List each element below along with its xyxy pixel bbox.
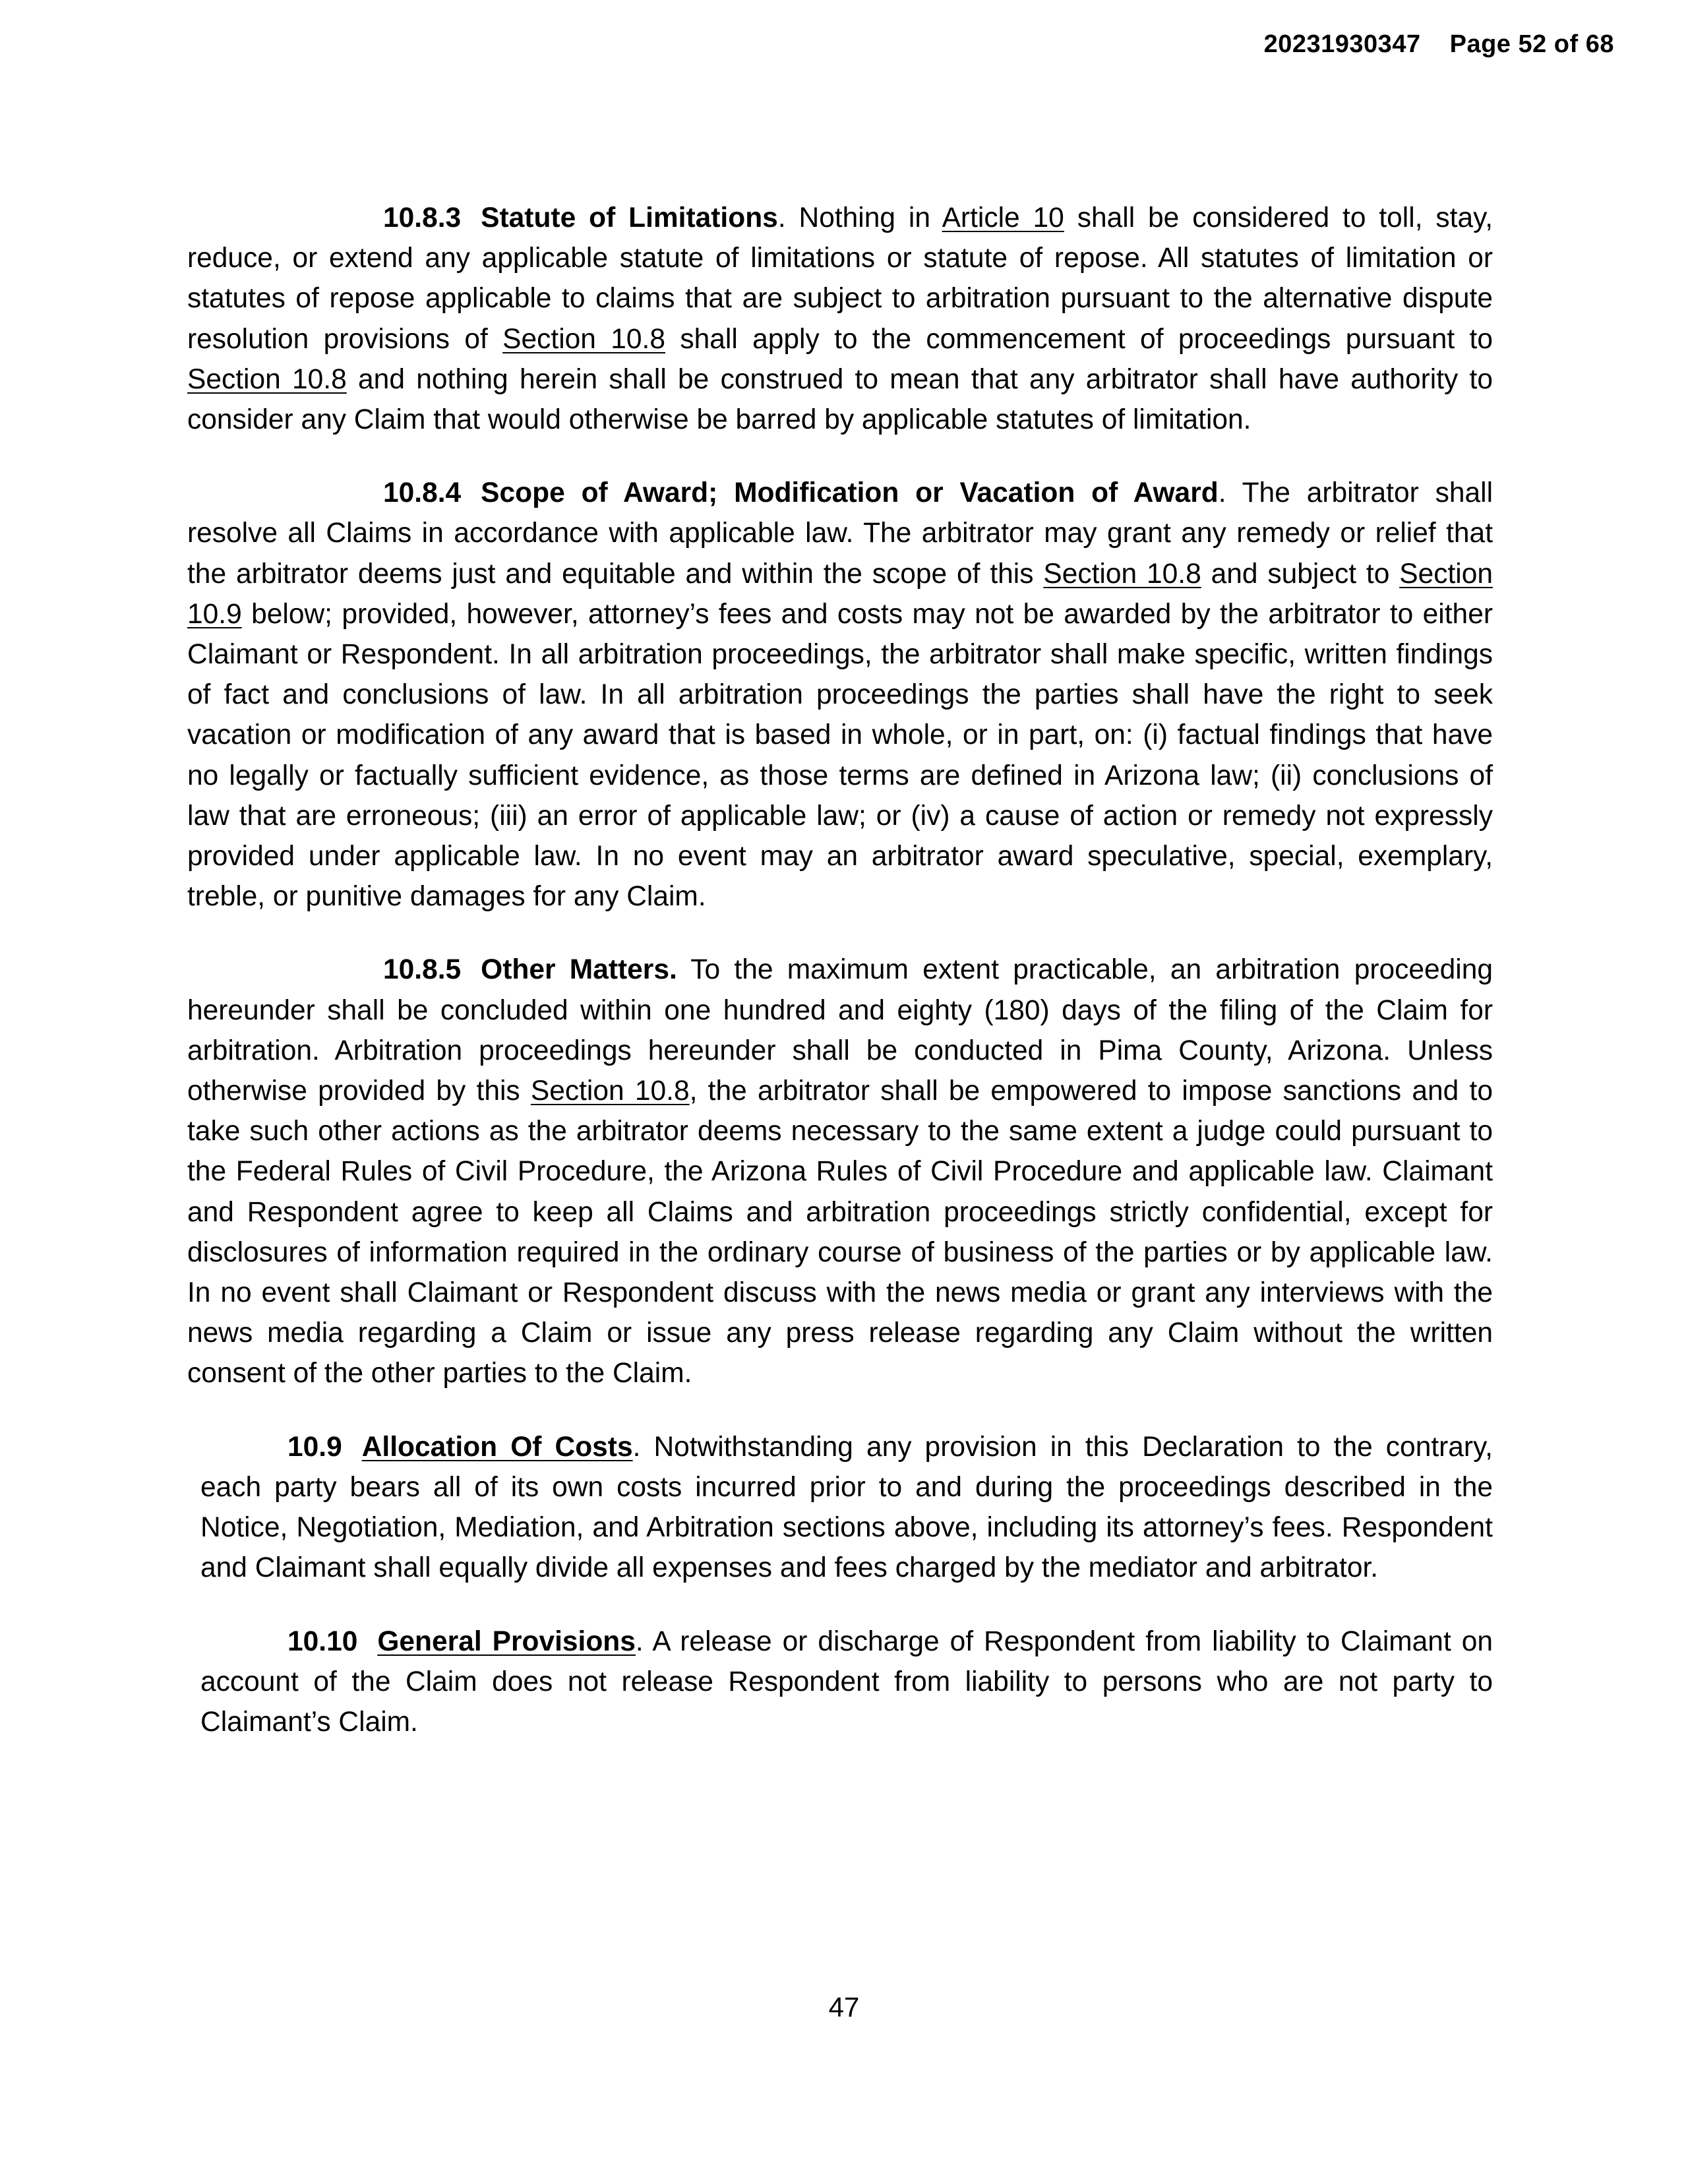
- document-body: [187, 198, 1493, 1775]
- section-number: 10.8.5: [383, 954, 462, 986]
- section-10-8-3: 10.8.3 Statute of Limitations. Nothing in Article 10 shall be considered to toll, stay, reduce, or extend any applicable statute of limitations or statute of repose. All statutes of limitation or statutes of repose applicable to claims that are subject to arbitration pursuant to the alternative dispute resolution provisions of Section 10.8 shall apply to the commencement of proceedings pursuant to Section 10.8 and nothing herein shall be construed to mean that any arbitrator shall have authority to consider any Claim that would otherwise be barred by applicable statutes of limitation.: [187, 202, 1493, 436]
- section-number: 10.8.4: [383, 477, 462, 509]
- section-10-8-4: 10.8.4 Scope of Award; Modification or Vacation of Award. The arbitrator shall resolve all Claims in accordance with applicable law. The arbitrator may grant any remedy or relief that the arbitrator deems just and equitable and within the scope of this Section 10.8 and subject to Section 10.9 below; provided, however, attorney’s fees and costs may not be awarded by the arbitrator to either Claimant or Respondent. In all arbitration proceedings, the arbitrator shall make specific, written findings of fact and conclusions of law. In all arbitration proceedings the parties shall have the right to seek vacation or modification of any award that is based in whole, or in part, on: (i) factual findings that have no legally or factually sufficient evidence, as those terms are defined in Arizona law; (ii) conclusions of law that are erroneous; (iii) an error of applicable law; or (iv) a cause of action or remedy not expressly provided under applicable law. In no event may an arbitrator award speculative, special, exemplary, treble, or punitive damages for any Claim.: [187, 477, 1493, 913]
- section-title: Other Matters.: [481, 954, 677, 986]
- cross-reference-link[interactable]: Section 10.9: [187, 558, 1493, 630]
- cross-reference-link[interactable]: Section 10.8: [1043, 558, 1201, 590]
- section-10-10: 10.10 General Provisions. A release or discharge of Respondent from liability to Claimant on account of the Claim does not release Respondent from liability to persons who are not party to Claimant’s Claim.: [200, 1625, 1493, 1738]
- section-title: Statute of Limitations: [481, 202, 778, 233]
- section-title: Scope of Award; Modification or Vacation of Award: [481, 477, 1219, 509]
- section-title: General Provisions: [377, 1625, 636, 1657]
- cross-reference-link[interactable]: Section 10.8: [187, 363, 347, 395]
- section-number: 10.9: [287, 1431, 342, 1463]
- section-10-9: 10.9 Allocation Of Costs. Notwithstanding any provision in this Declaration to the contrary, each party bears all of its own costs incurred prior to and during the proceedings described in the Notice, Negotiation, Mediation, and Arbitration sections above, including its attorney’s fees. Respondent and Claimant shall equally divide all expenses and fees charged by the mediator and arbitrator.: [200, 1431, 1493, 1584]
- section-10-8-5: 10.8.5 Other Matters. To the maximum extent practicable, an arbitration proceeding hereunder shall be concluded within one hundred and eighty (180) days of the filing of the Claim for arbitration. Arbitration proceedings hereunder shall be conducted in Pima County, Arizona. Unless otherwise provided by this Section 10.8, the arbitrator shall be empowered to impose sanctions and to take such other actions as the arbitrator deems necessary to the same extent a judge could pursuant to the Federal Rules of Civil Procedure, the Arizona Rules of Civil Procedure and applicable law. Claimant and Respondent agree to keep all Claims and arbitration proceedings strictly confidential, except for disclosures of information required in the ordinary course of business of the parties or by applicable law. In no event shall Claimant or Respondent discuss with the news media or grant any interviews with the news media regarding a Claim or issue any press release regarding any Claim without the written consent of the other parties to the Claim.: [187, 954, 1493, 1389]
- cross-reference-link[interactable]: Section 10.8: [530, 1076, 690, 1107]
- cross-reference-link[interactable]: Section 10.8: [502, 323, 665, 355]
- page-indicator: Page 52 of 68: [1449, 30, 1614, 58]
- document-number: 20231930347: [1263, 30, 1421, 58]
- section-number: 10.8.3: [383, 202, 462, 233]
- section-number: 10.10: [287, 1625, 358, 1657]
- page-number: 47: [828, 1991, 860, 2022]
- page-header: [1264, 30, 1614, 59]
- cross-reference-link[interactable]: Article 10: [942, 202, 1064, 233]
- section-title: Allocation Of Costs: [361, 1431, 633, 1463]
